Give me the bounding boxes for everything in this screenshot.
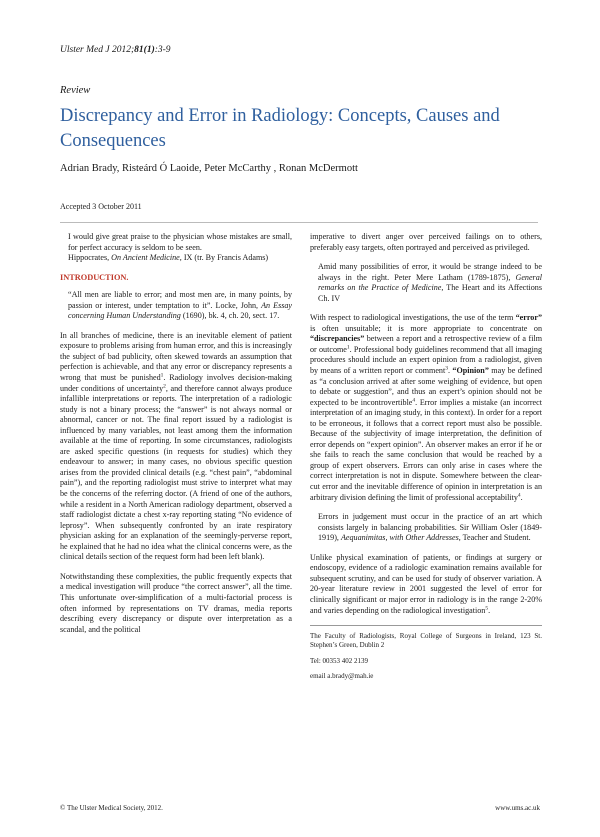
accepted-date: Accepted 3 October 2011 <box>60 202 142 211</box>
section-label: Review <box>60 85 91 96</box>
locke-quote: “All men are liable to error; and most men are, in many points, by passion or interest, under temptation to it”. <box>68 290 292 310</box>
author-list: Adrian Brady, Risteárd Ó Laoide, Peter McCarthy , Ronan McDermott <box>60 163 358 174</box>
osler-work-title: Aequanimitas, with Other Addresses <box>340 533 459 543</box>
epigraph-locke <box>60 290 292 322</box>
para3-text-a: With respect to radiological investigations, the use of the term <box>310 313 516 323</box>
latham-quote: Amid many possibilities of error, it would be strange indeed to be always in the right. <box>318 262 542 282</box>
para1-text-c: , and therefore cannot always produce infallible interpretations or reports. The interpretation of a radiologic study is not a binary process; the “answer” is not always normal or abnormal, cancer or not. The final report issued by a radiologist is influenced by many variables, not least among them the information available at the time of reporting. In some circumstances, radiologists are asked specific questions (in requests for studies) which they endeavour to answer; in many cases, no obvious specific question arises from the provided clinical details (e.g. “chest pain”, “abdominal pain”), and the reporting radiologist must strive to interpret what may be the concerns of the referring doctor. (A friend of one of the authors, while a resident in a North American radiology department, observed a staff radiologist dictate a chest x-ray reporting stating “No evidence of leprosy”. When subsequently confronted by an irate respiratory physician asking for an explanation of the seemingly-perverse report, he explained that he had no idea what the clinical concerns were, as the clinical details section of the request form had been left blank). <box>60 383 292 562</box>
para3-text-h: . <box>520 492 523 502</box>
para3-text-g: . Error implies a mistake (an incorrect interpretation of an imaging study, in this context). In order for a report to be erroneous, it follows that a correct report must also be possible. Because of the subjectivity of image interpretation, the definition of error depends on “expert opinion”. An observer makes an error if he or she fails to reach the same conclusion that would be reached by a group of expert observers. Errors can only arise in cases where the correct interpretation is not in dispute. Somewhere between the clear-cut error and the inevitable difference of opinion in interpretation is an arbitrary division defining the limit of professional acceptability <box>310 397 542 502</box>
para4-text-a: Unlike physical examination of patients, or findings at surgery or endoscopy, evidence of a radiologic examination remains available for subsequent scrutiny, and can be used for study of observer variation. A 20-year literature review in 2001 suggested the level of error for clinically significant or major error in radiology is in the range 2-20% and varies depending on the radiological investigation <box>310 552 542 615</box>
para3-text-e: . <box>447 366 453 376</box>
latham-work-title: General remarks on the Practice of Medicine <box>318 272 542 293</box>
locke-author: Locke, John, <box>215 300 262 310</box>
citation-ref: 1 <box>160 372 164 379</box>
para3-text-d: . Professional body guidelines recommend that all imaging procedures should include an expert opinion from a radiologist, given by means of a written report or comment <box>310 344 542 376</box>
footer-copyright: © The Ulster Medical Society, 2012. <box>60 804 163 812</box>
locke-citation: (1690), bk. 4, ch. 20, sect. 17. <box>180 311 280 321</box>
citation-ref: 1 <box>346 344 350 351</box>
citation-ref: 5 <box>485 604 489 611</box>
citation-ref: 3 <box>445 365 448 372</box>
para1-text-a: In all branches of medicine, there is an inevitable element of patient exposure to problems arising from human error, and this is increasingly the subject of bad publicity, often skewed towards an assumption that perfection is achievable, and that any error or discrepancy represents a wrong that must be punished <box>60 330 292 383</box>
term-discrepancies: “discrepancies” <box>310 334 365 344</box>
citation-ref: 4 <box>517 491 521 498</box>
para1-text-b: . Radiology involves decision-making under conditions of uncertainty <box>60 373 292 393</box>
article-title: Discrepancy and Error in Radiology: Concepts, Causes and Consequences <box>60 106 500 151</box>
contact-telephone: Tel: 00353 402 2139 <box>310 656 369 665</box>
citation-ref: 4 <box>412 396 416 403</box>
body-paragraph-4 <box>310 553 542 616</box>
body-paragraph-1 <box>60 331 292 563</box>
body-paragraph-continued: imperative to divert anger over perceived failings on to others, preferably easy targets, often portrayed and perceived as privileged. <box>310 232 542 252</box>
journal-pages: :3-9 <box>154 45 171 55</box>
para4-text-b: . <box>488 605 491 615</box>
journal-year: 2012; <box>109 45 135 55</box>
osler-citation: , Teacher and Student. <box>458 533 531 543</box>
journal-name: Ulster Med J <box>60 45 110 55</box>
body-paragraph-3 <box>310 313 542 503</box>
epigraph-work-title: On Ancient Medicine <box>111 253 180 263</box>
para3-text-f: may be defined as “a conclusion arrived at after some weighing of evidence, but open to debate or suggestion”, and thus an expert’s opinion should not be expected to be incontrovertible <box>310 366 542 407</box>
contact-email: email a.brady@mah.ie <box>310 671 374 680</box>
left-column <box>60 232 292 644</box>
section-heading-introduction: INTRODUCTION. <box>60 272 129 282</box>
para3-text-c: between a report and a retrospective review of a film or outcome <box>310 334 542 354</box>
locke-work-title: An Essay concerning Human Understanding <box>68 300 293 321</box>
term-opinion: “Opinion” <box>452 366 489 376</box>
epigraph-osler <box>310 512 542 544</box>
body-paragraph-2: Notwithstanding these complexities, the public frequently expects that a medical investigation will produce “the correct answer”, all the time. This unfortunate over-simplification of a multi-factorial process is often informed by representations on TV dramas, media reports describing every discrepancy or dispute over interpretation as a scandal, and the political <box>60 571 292 634</box>
author-affiliation-box <box>310 625 542 681</box>
citation-ref: 2 <box>163 382 166 389</box>
epigraph-source <box>68 253 268 262</box>
header-divider <box>60 222 538 223</box>
osler-author: Sir William Osler (1849-1919), <box>318 522 542 543</box>
footer-website-link[interactable]: www.ums.ac.uk <box>495 804 540 812</box>
epigraph-translation: , IX (tr. By Francis Adams) <box>179 253 269 263</box>
epigraph-latham <box>310 262 542 304</box>
osler-quote: Errors in judgement must occur in the practice of an art which consists largely in balancing probabilities. <box>318 512 542 532</box>
journal-citation <box>60 45 171 55</box>
epigraph-hippocrates <box>60 232 292 264</box>
affiliation-address: The Faculty of Radiologists, Royal College of Surgeons in Ireland, 123 St. Stephen’s Green, Dublin 2 <box>310 632 542 650</box>
epigraph-quote: I would give great praise to the physician whose mistakes are small, for perfect accuracy is seldom to be seen. <box>68 232 292 252</box>
term-error: “error” <box>515 313 542 323</box>
right-column <box>310 232 542 687</box>
epigraph-author: Hippocrates, <box>68 253 112 263</box>
latham-citation: , The Heart and its Affections Ch. IV <box>318 283 542 303</box>
para3-text-b: is often unsuitable; it is more appropriate to concentrate on <box>310 323 542 333</box>
journal-volume: 81(1) <box>134 45 155 55</box>
latham-author: Peter Mere Latham (1789-1875), <box>389 272 516 282</box>
